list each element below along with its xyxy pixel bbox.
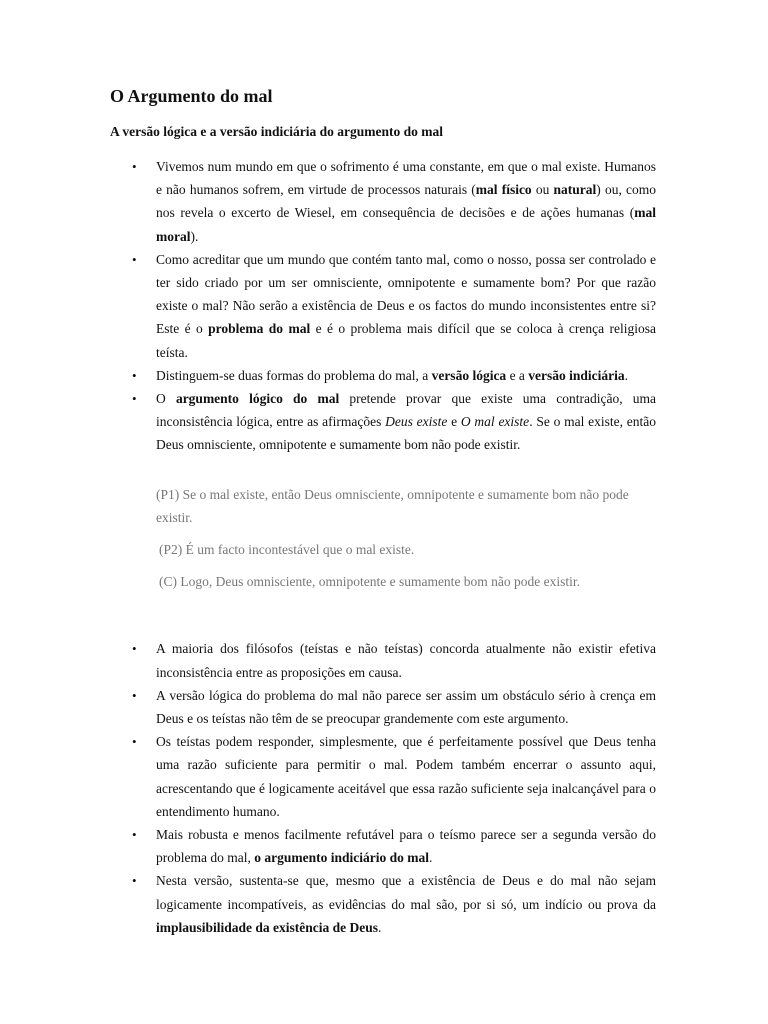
bullet-icon: • — [132, 391, 137, 407]
premise-p2: (P2) É um facto incontestável que o mal existe. — [159, 542, 415, 558]
text-run: . — [624, 367, 629, 383]
bold-text: mal físico — [475, 182, 532, 198]
list-item — [110, 637, 656, 683]
text-run: . Se o mal existe, então Deus omnisciente, omnipotente e sumamente bom não pode existir. — [156, 414, 656, 453]
premise-p1: (P1) Se o mal existe, então Deus omnisciente, omnipotente e sumamente bom não pode existir. — [156, 486, 629, 525]
bullet-list-bottom — [110, 637, 656, 939]
list-item-text — [156, 688, 656, 726]
bullet-icon: • — [132, 873, 137, 889]
list-item — [110, 823, 656, 869]
text-run: A maioria dos filósofos (teístas e não teístas) concorda atualmente não existir efetiva inconsistência entre as proposições em causa. — [156, 641, 656, 680]
bold-text: mal moral — [156, 205, 656, 244]
text-run: . — [378, 919, 382, 935]
text-run: e — [447, 414, 461, 430]
bullet-list-top — [110, 155, 656, 457]
list-item — [110, 869, 656, 939]
document-subtitle: A versão lógica e a versão indiciária do argumento do mal — [110, 124, 443, 139]
bold-text: versão lógica — [431, 367, 507, 383]
bullet-icon: • — [132, 641, 137, 657]
text-run: e a — [506, 367, 529, 383]
document-title: O Argumento do mal — [110, 86, 273, 106]
list-item-text — [156, 827, 656, 865]
text-run: Os teístas podem responder, simplesmente, que é perfeitamente possível que Deus tenha uma razão suficiente para permitir o mal. Podem também encerrar o assunto aqui, acrescentando que é logicamente aceitável que essa razão suficiente seja inalcançável para o entendimento humano. — [156, 734, 656, 819]
text-run: Nesta versão, sustenta-se que, mesmo que a existência de Deus e do mal não sejam logicamente incompatíveis, as evidências do mal são, por si só, um indício ou prova da — [156, 873, 656, 912]
text-run: ). — [190, 228, 199, 244]
text-run: Como acreditar que um mundo que contém tanto mal, como o nosso, possa ser controlado e ter sido criado por um ser omnisciente, omnipotente e sumamente bom? Por que razão existe o mal? Não serão a existência de Deus e os factos do mundo inconsistentes entre si? Este é o — [156, 251, 656, 337]
text-run: e é o problema mais difícil que se coloca à crença religiosa teísta. — [156, 321, 656, 360]
bold-text: problema do mal — [208, 321, 311, 337]
bullet-icon: • — [132, 159, 137, 174]
list-item-text — [156, 159, 656, 244]
list-item-text — [156, 734, 656, 819]
bold-text: o argumento indiciário do mal — [254, 850, 429, 866]
italic-text: O mal existe — [460, 414, 530, 430]
bold-text: implausibilidade da existência de Deus — [156, 919, 379, 935]
text-run: Mais robusta e menos facilmente refutável para o teísmo parece ser a segunda versão do problema do mal, — [156, 827, 656, 866]
text-run: ou — [531, 182, 554, 198]
text-run: pretende provar que existe uma contradição, uma inconsistência lógica, entre as afirmações — [156, 391, 656, 430]
list-item-text — [156, 252, 656, 360]
list-item-text — [156, 641, 656, 679]
bullet-icon: • — [132, 367, 137, 383]
argument-block — [110, 483, 656, 594]
text-run: Distinguem-se duas formas do problema do mal, a — [156, 367, 432, 383]
italic-text: Deus existe — [385, 414, 448, 430]
list-item-text — [156, 873, 656, 934]
list-item — [110, 155, 656, 248]
bullet-icon: • — [132, 827, 137, 843]
list-item-text — [156, 391, 656, 452]
bold-text: versão indiciária — [528, 367, 625, 383]
bold-text: natural — [553, 182, 597, 198]
text-run: Vivemos num mundo em que o sofrimento é uma constante, em que o mal existe. Humanos e não humanos sofrem, em virtude de processos naturais ( — [156, 159, 656, 198]
bullet-icon: • — [132, 251, 137, 267]
text-run: A versão lógica do problema do mal não parece ser assim um obstáculo sério à crença em Deus e os teístas não têm de se preocupar grandemente com este argumento. — [156, 687, 656, 727]
conclusion-c: (C) Logo, Deus omnisciente, omnipotente e sumamente bom não pode existir. — [159, 574, 581, 590]
text-run: ) ou, como nos revela o excerto de Wiesel, em consequência de decisões e de ações humanas ( — [156, 182, 656, 221]
list-item — [110, 248, 656, 364]
list-item — [110, 364, 656, 387]
text-run: . — [428, 850, 433, 866]
bullet-icon: • — [132, 687, 137, 703]
list-item — [110, 730, 656, 823]
list-item — [110, 684, 656, 730]
list-item-text — [156, 368, 628, 383]
bullet-icon: • — [132, 734, 137, 750]
text-run: O — [156, 391, 176, 407]
list-item — [110, 387, 656, 457]
bold-text: argumento lógico do mal — [175, 391, 340, 407]
